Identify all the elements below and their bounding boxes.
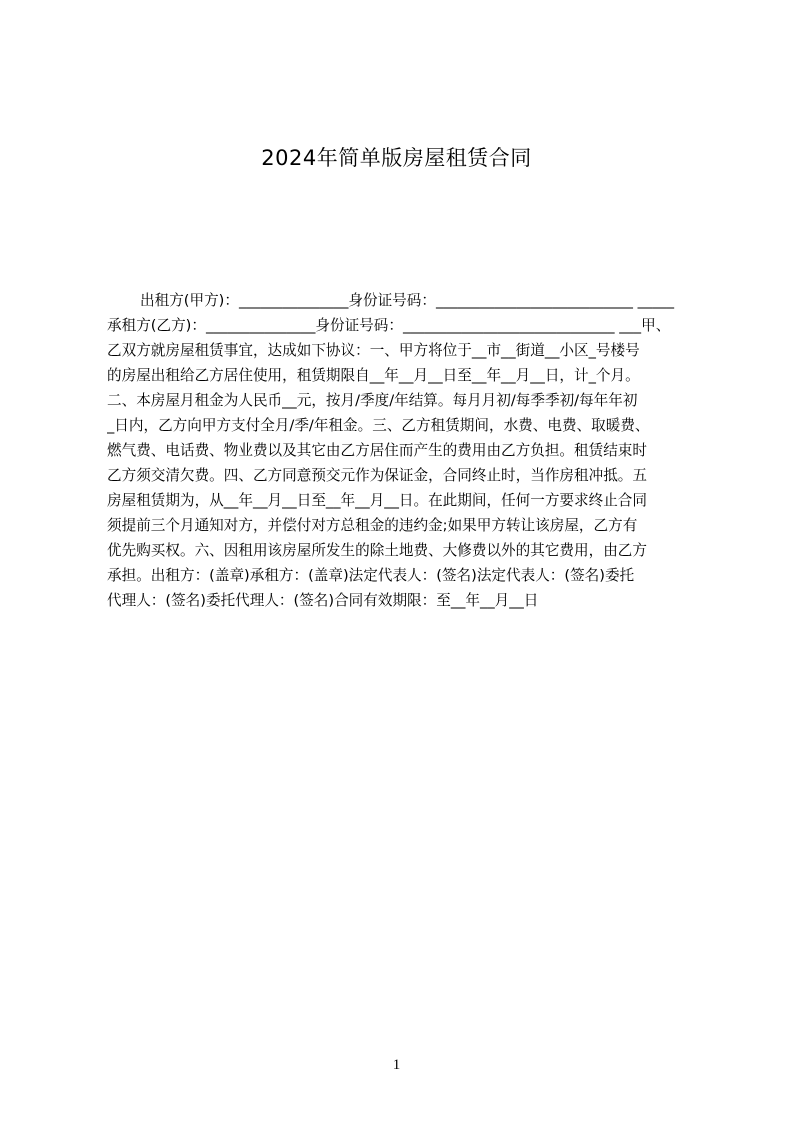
page-number: 1 (392, 1057, 401, 1073)
contract-line-signatures: 承担。出租方：(盖章)承租方：(盖章)法定代表人：(签名)法定代表人：(签名)委托 (107, 567, 635, 584)
contract-line: 房屋租赁期为，从__年__月__日至__年__月__日。在此期间，任何一方要求终止合同 (107, 492, 647, 509)
contract-line: 乙方须交清欠费。四、乙方同意预交元作为保证金，合同终止时，当作房租冲抵。五 (107, 467, 647, 484)
contract-line: 二、本房屋月租金为人民币__元，按月/季度/年结算。每月月初/每季季初/每年年初 (107, 392, 638, 409)
contract-body (107, 288, 701, 613)
contract-line: 须提前三个月通知对方，并偿付对方总租金的违约金;如果甲方转让该房屋，乙方有 (107, 517, 638, 534)
contract-line: 燃气费、电话费、物业费以及其它由乙方居住而产生的费用由乙方负担。租赁结束时 (107, 442, 647, 459)
document-title: 2024年简单版房屋租赁合同 (261, 146, 532, 170)
contract-line-lessor: 出租方(甲方)：_______________身份证号码：___________________________ _____ (140, 292, 675, 309)
contract-line: 优先购买权。六、因租用该房屋所发生的除土地费、大修费以外的其它费用，由乙方 (107, 542, 647, 559)
contract-line-lessee: 承租方(乙方)：_______________身份证号码：_____________________________ ___甲、 (107, 317, 671, 334)
contract-line: 的房屋出租给乙方居住使用，租赁期限自__年__月__日至__年__月__日，计_个月。 (107, 367, 640, 384)
contract-line: 乙双方就房屋租赁事宜，达成如下协议：一、甲方将位于__市__街道__小区_号楼号 (107, 342, 640, 359)
contract-line-validity: 代理人：(签名)委托代理人：(签名)合同有效期限：至__年__月__日 (107, 592, 539, 609)
contract-line: _日内，乙方向甲方支付全月/季/年租金。三、乙方租赁期间，水费、电费、取暖费、 (107, 417, 650, 434)
